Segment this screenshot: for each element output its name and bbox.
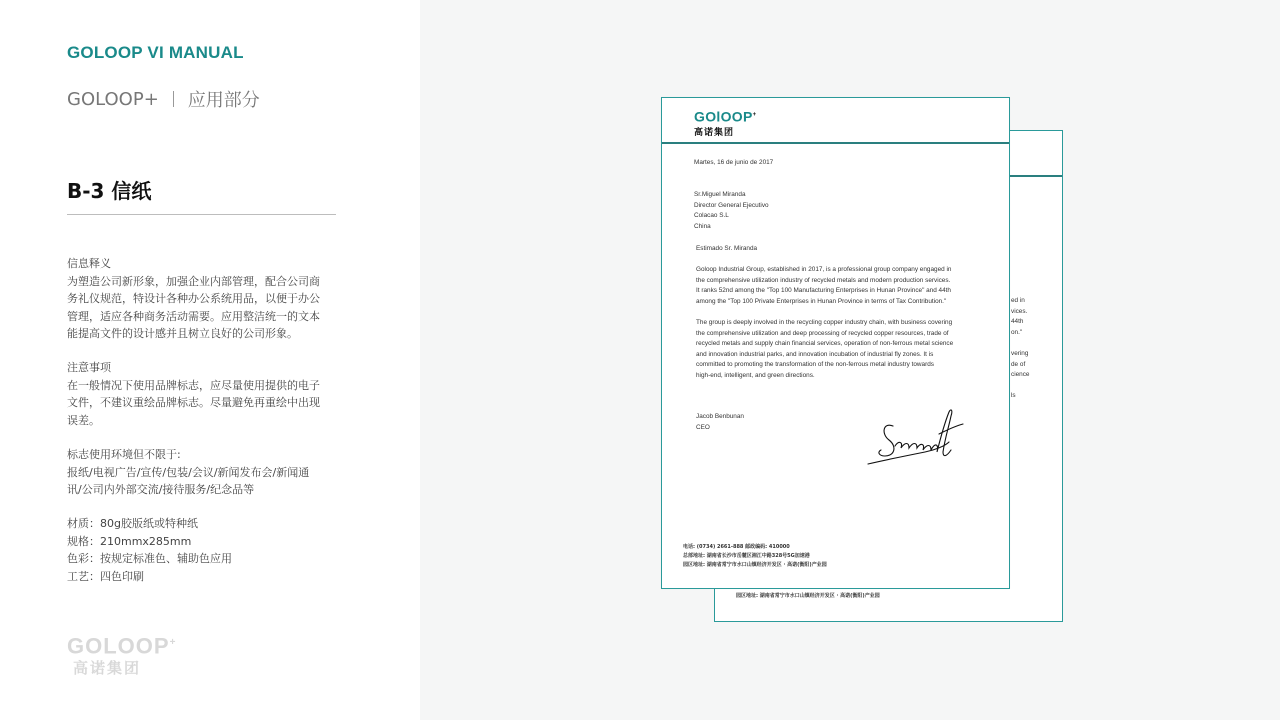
subtitle-divider	[173, 91, 174, 107]
notes-line: 误差。	[67, 413, 100, 427]
letter-signer	[696, 412, 744, 433]
brand-name: GOLOOP+	[67, 88, 159, 110]
info-heading: 信息释义	[67, 257, 111, 270]
letter-date: Martes, 16 de junio de 2017	[694, 159, 774, 166]
signer-title: CEO	[696, 423, 710, 431]
spec-material: 材质：80g胶版纸或特种纸	[67, 517, 198, 530]
letterhead-logo-en: GOlOOP+	[694, 108, 757, 125]
usage-heading: 标志使用环境但不限于:	[67, 448, 181, 461]
letter-recipient: Sr.Miguel Miranda Director General Ejecutivo Colacao S.L China	[694, 191, 769, 230]
spec-craft: 工艺：四色印刷	[67, 569, 144, 583]
usage-block	[67, 446, 337, 499]
notes-line: 在一般情况下使用品牌标志，应尽量使用提供的电子	[67, 378, 320, 392]
letter-greeting: Estimado Sr. Miranda	[696, 245, 758, 252]
manual-title: GOLOOP VI MANUAL	[67, 43, 244, 62]
info-line: 能提高文件的设计感并且树立良好的公司形象。	[67, 327, 298, 340]
section-group: 应用部分	[187, 90, 260, 111]
section-title: B-3 信纸	[67, 179, 152, 203]
spec-size: 规格：210mmx285mm	[67, 534, 192, 548]
subtitle	[67, 86, 260, 112]
footer-hq-address: 总部地址: 湖南省长沙市岳麓区湘江中路328号5G加速港	[683, 553, 810, 559]
letter-footer	[683, 543, 827, 570]
letter-paragraph-1: Goloop Industrial Group, established in 2017, is a professional group company engaged in the comprehensive utilization industry of recycled metals and modern production services. It ranks 52nd among the "Top 100 Manufacturing Enterprises in Hunan Province" and 44th among the "Top 100 Private Enterprises in Hunan Province in terms of Tax Contribution."	[696, 266, 952, 305]
notes-heading: 注意事项	[67, 361, 111, 374]
signature-icon	[865, 406, 965, 466]
footer-logo-en: GOLOOP+	[67, 633, 177, 659]
footer-park-address: 园区地址: 湖南省常宁市水口山镇经济开发区 · 高诺(衡阳)产业园	[683, 562, 827, 568]
footer-logo	[67, 632, 176, 678]
notes-block	[67, 359, 337, 429]
notes-line: 文件，不建议重绘品牌标志。尽量避免再重绘中出现	[67, 396, 320, 409]
info-line: 务礼仪规范，特设计各种办公系统用品，以便于办公	[67, 292, 320, 305]
specs-block	[67, 515, 337, 585]
back-footer: 园区地址: 湖南省常宁市水口山镇经济开发区 · 高诺(衡阳)产业园	[736, 593, 880, 599]
footer-phone: 电话: (0734) 2661-888 邮政编码: 410000	[683, 544, 790, 550]
info-line: 管理，适应各种商务活动需要。应用整洁统一的文本	[67, 309, 320, 323]
left-panel	[0, 0, 420, 720]
footer-logo-cn: 高诺集团	[73, 659, 142, 678]
usage-line: 报纸/电视广告/宣传/包装/会议/新闻发布会/新闻通	[67, 465, 310, 479]
info-line: 为塑造公司新形象，加强企业内部管理，配合公司商	[67, 274, 320, 288]
signer-name: Jacob Benbunan	[696, 413, 744, 420]
usage-line: 讯/公司内外部交流/接待服务/纪念品等	[67, 483, 255, 496]
letterhead-logo	[694, 108, 756, 138]
section-divider	[67, 214, 336, 215]
info-block	[67, 255, 337, 343]
spec-color: 色彩：按规定标准色、辅助色应用	[67, 552, 232, 565]
back-peek-text-2: vering de of cience ls	[1011, 350, 1030, 399]
letter-paragraph-2: The group is deeply involved in the recycling copper industry chain, with business covering the comprehensive utilization and deep processing of recycled copper resources, trade of recycled metals and supply chain financial services, operation of non-ferrous metal science and innovation industrial parks, and innovation incubation of industrial fly zones. It is committed to promoting the transformation of the non-ferrous metal industry towards high-end, intelligent, and green directions.	[696, 319, 954, 379]
letterhead-front-sheet	[661, 97, 1010, 589]
back-peek-text: ed in vices. 44th on."	[1011, 297, 1028, 336]
header-rule	[662, 142, 1009, 144]
letterhead-logo-cn: 高诺集团	[694, 127, 735, 138]
